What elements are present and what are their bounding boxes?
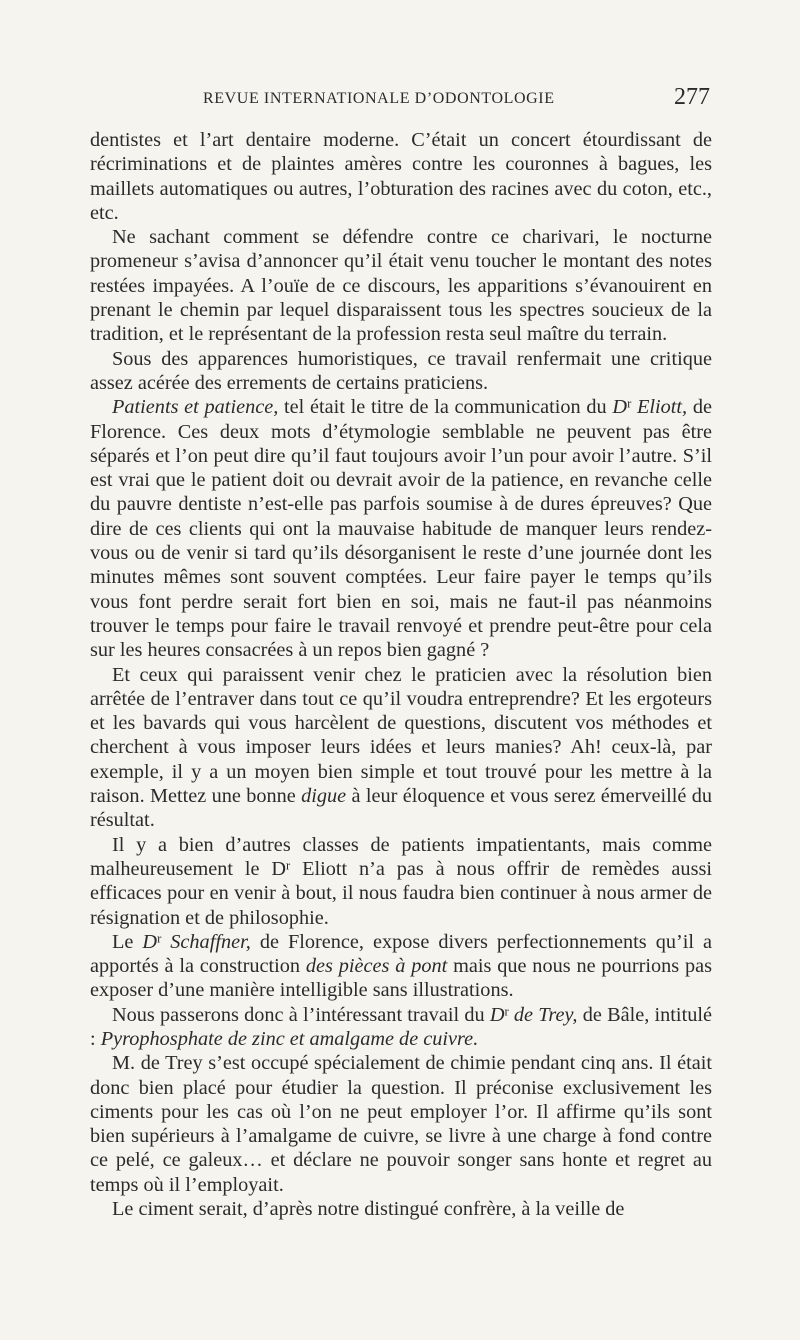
italic-name: Eliott, xyxy=(631,396,688,419)
italic-word: digue xyxy=(301,785,347,808)
superscript: r xyxy=(157,931,162,946)
superscript: r xyxy=(504,1004,509,1019)
text-span: à leur éloquence et vous serez émerveillé du résultat. xyxy=(90,785,712,832)
paragraph-6 xyxy=(90,833,712,930)
italic-phrase: des pièces à pont xyxy=(305,955,448,978)
text-span: Eliott n’a pas à nous offrir de remèdes aussi efficaces pour en venir à bout, il nous faudra bien continuer à nous armer de résignation et de philosophie. xyxy=(90,857,712,929)
page-number: 277 xyxy=(674,84,710,110)
paragraph-4 xyxy=(90,395,712,662)
text-span: Le xyxy=(112,930,143,953)
superscript: r xyxy=(627,396,632,411)
paragraph-10: Le ciment serait, d’après notre distingué confrère, à la veille de xyxy=(112,1198,625,1221)
text-span: de Florence. Ces deux mots d’étymologie semblable ne peuvent pas être séparés et l’on peut dire qu’il faut toujours avoir l’un pour avoir l’autre. S’il est vrai que le patient doit ou devrait avoir de la patience, en revanche celle du pauvre dentiste n’est-elle pas parfois soumise à de dures épreuves? Que dire de ces clients qui ont la mauvaise habitude de manquer leurs rendez-vous ou de venir si tard qu’ils désorganisent le reste d’une journée dont les minutes mêmes sont souvent comptées. Leur faire payer le temps qu’ils vous font perdre serait fort bien en soi, mais ne faut-il pas néanmoins trouver le temps pour faire le travail renvoyé et prendre peut-être pour cela sur les heures consacrées à un repos bien gagné ? xyxy=(90,396,712,662)
paragraph-2: Ne sachant comment se défendre contre ce charivari, le nocturne promeneur s’avisa d’annoncer qu’il était venu toucher le montant des notes restées impayées. A l’ouïe de ce discours, les apparitions s’évanouirent en prenant le chemin par lequel disparaissent tous les spectres soucieux de la tradition, et le représentant de la profession resta seul maître du terrain. xyxy=(90,226,712,346)
running-title: REVUE INTERNATIONALE D’ODONTOLOGIE xyxy=(203,90,555,107)
text-span: Il y a bien d’autres classes de patients impatientants, mais comme malheureusement le D xyxy=(90,833,712,880)
book-page xyxy=(90,84,713,1221)
text-span: tel était le titre de la communication du xyxy=(278,396,613,419)
text-span: Nous passerons donc à l’intéressant travail du xyxy=(112,1003,490,1026)
text-span: de Bâle, intitulé : xyxy=(90,1003,712,1050)
paragraph-7 xyxy=(90,930,712,1003)
text-span: mais que nous ne pourrions pas exposer d’une manière intelligible sans illustrations. xyxy=(90,955,712,1002)
doctor-abbrev: D xyxy=(612,396,628,419)
paragraph-9: M. de Trey s’est occupé spécialement de chimie pendant cinq ans. Il était donc bien placé pour étudier la question. Il préconise exclusivement les ciments pour les cas où l’on ne peut employer l’or. Il affirme qu’ils sont bien supérieurs à l’amalgame de cuivre, se livre à une charge à fond contre ce pelé, ce galeux… et déclare ne pouvoir songer sans honte et regret au temps où il l’employait. xyxy=(90,1052,712,1196)
running-head xyxy=(90,84,712,128)
paragraph-3: Sous des apparences humoristiques, ce travail renfermait une critique assez acérée des errements de certains praticiens. xyxy=(90,347,712,394)
doctor-abbrev: D xyxy=(489,1003,505,1026)
superscript: r xyxy=(286,858,291,873)
paragraph-5 xyxy=(90,663,712,833)
paragraph-1: dentistes et l’art dentaire moderne. C’était un concert étourdissant de récriminations et de plaintes amères contre les couronnes à bagues, les maillets automatiques ou autres, l’obturation des racines avec du coton, etc., etc. xyxy=(90,129,712,224)
italic-title: Pyrophosphate de zinc et amalgame de cuivre. xyxy=(100,1027,479,1050)
italic-name: de Trey, xyxy=(508,1003,578,1026)
article-body xyxy=(90,128,712,1221)
paragraph-8 xyxy=(90,1003,712,1052)
italic-title: Patients et patience, xyxy=(112,396,279,419)
text-span: Et ceux qui paraissent venir chez le praticien avec la résolution bien arrêtée de l’entraver dans tout ce qu’il voudra entreprendre? Et les ergoteurs et les bavards qui vous harcèlent de questions, discutent vos méthodes et cherchent à vous imposer leurs idées et leurs manies? Ah! ceux-là, par exemple, il y a un moyen bien simple et tout trouvé pour les mettre à la raison. Mettez une bonne xyxy=(90,663,712,808)
italic-name: Schaffner, xyxy=(161,930,251,953)
text-span: de Florence, expose divers perfectionnements qu’il a apportés à la construction xyxy=(90,930,713,978)
doctor-abbrev: D xyxy=(142,930,158,953)
